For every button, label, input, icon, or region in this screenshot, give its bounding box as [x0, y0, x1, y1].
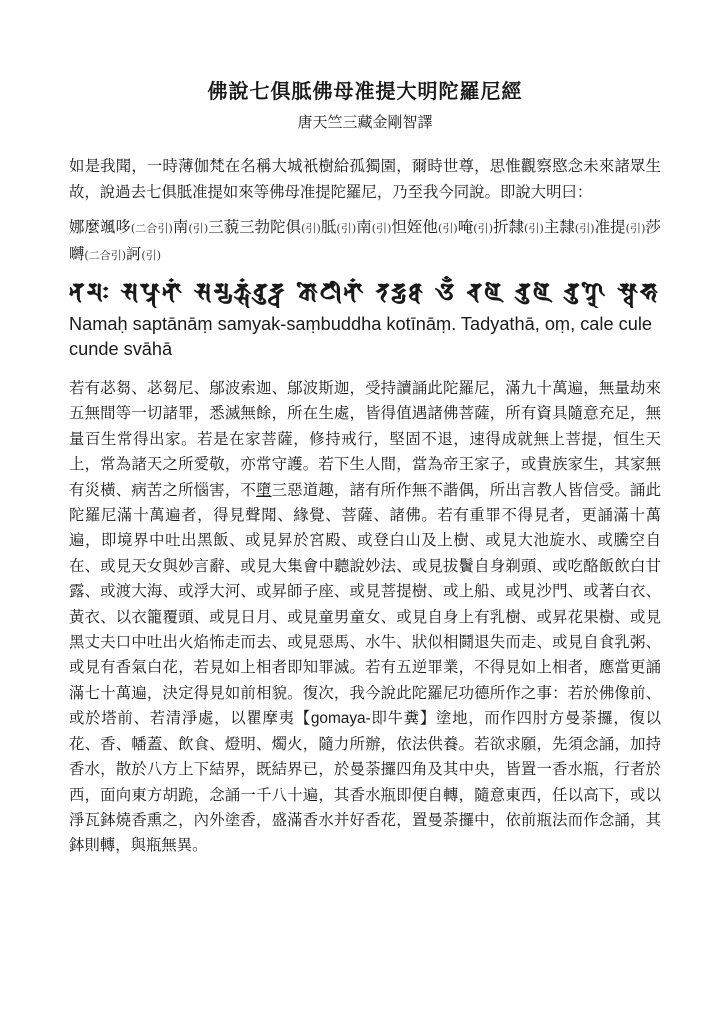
- intro-paragraph: 如是我聞，一時薄伽梵在名稱大城衹樹給孤獨園，爾時世尊，思惟觀察愍念未來諸眾生故，說過去七俱胝准提如來等佛母准提陀羅尼，乃至我今同說。即說大明曰：: [69, 157, 661, 201]
- mantra-pronunciation-note: (引): [188, 222, 209, 235]
- body-text-part1: 若有苾芻、苾芻尼、鄔波索迦、鄔波斯迦，受持讀誦此陀羅尼，滿九十萬遍，無量劫來五無間等一切諸罪，悉滅無餘，所在生處，皆得值遇諸佛菩薩，所有資具隨意充足，無量百生常得出家。若是在家菩薩，修持戒行，堅固不退，速得成就無上菩提，恒生天上，常為諸天之所愛敬，亦常守護。若下生人間，當為帝王家子，或貴族家生，其家無有災橫、病苦之所惱害，不: [69, 379, 661, 499]
- body-paragraph: [69, 376, 661, 859]
- mantra-syllables: 訶: [126, 244, 142, 263]
- mantra-pronunciation-note: (二合引): [84, 248, 126, 262]
- mantra-pronunciation-note: (引): [473, 222, 494, 235]
- mantra-pronunciation-note: (引): [371, 222, 392, 235]
- underlined-character: 墮: [256, 480, 272, 499]
- mantra-syllables: 主隸: [543, 218, 575, 236]
- mantra-pronunciation-note: (引): [301, 222, 321, 235]
- mantra-pronunciation-note: (引): [524, 222, 544, 235]
- mantra-pronunciation-note: (引): [437, 222, 458, 235]
- mantra-chinese: [69, 215, 661, 268]
- mantra-syllables: 怛姪他: [391, 218, 438, 236]
- mantra-pronunciation-note: (引): [625, 222, 646, 235]
- mantra-syllables: 南: [356, 218, 372, 236]
- mantra-syllables: 准提: [594, 218, 626, 236]
- mantra-syllables: 南: [172, 218, 189, 236]
- mantra-siddham-script: 𑖡𑖦𑖾 𑖭𑖢𑖿𑖝𑖯𑖡𑖯𑖽 𑖭𑖦𑖿𑖧𑖎𑖿𑖭𑖽𑖤𑖲𑖟𑖿𑖠 𑖎𑖺𑖘𑖱𑖡𑖯𑖽 𑖝𑖟𑖿𑖧𑖞𑖯 𑖌𑖼 𑖓𑖩𑖸 𑖓𑖲𑖩𑖸 𑖓𑖲𑖜𑖿𑖚𑖸 𑖭𑖿𑖪𑖯𑖮𑖯: [69, 278, 660, 306]
- translator-line: 唐天竺三藏金剛智譯: [297, 113, 433, 131]
- mantra-syllables: 胝: [320, 218, 337, 236]
- mantra-syllables: 莎嚩: [69, 218, 661, 263]
- mantra-syllables: 三藐三勃陀俱: [208, 218, 302, 236]
- mantra-syllables: 娜麼颯哆: [69, 218, 131, 236]
- mantra-pronunciation-note: (引): [141, 248, 161, 262]
- sutra-title: 佛說七俱胝佛母准提大明陀羅尼經: [207, 79, 523, 103]
- mantra-syllables: 唵: [457, 218, 474, 236]
- mantra-pronunciation-note: (二合引): [130, 222, 173, 235]
- gomaya-gloss: 【gomaya-即牛糞】: [294, 710, 436, 728]
- body-text-part2: 三惡道趣，諸有所作無不諧偶，所出言教人皆信受。誦此陀羅尼滿十萬遍者，得見聲聞、緣覺、菩薩、諸佛。若有重罪不得見者，更誦滿十萬遍，即境界中吐出黑飯、或見昇於宮殿、或登白山及上樹、或見大池旋水、或騰空自在、或見天女與妙言辭、或見大集會中聽說妙法、或見拔鬢自身剃頭、或吃酪飯飲白甘露、或渡大海、或浮大河、或昇師子座、或見菩提樹、或上船、或見沙門、或著白衣、黃衣、以衣籠覆頭、或見日月、或見童男童女、或見自身上有乳樹、或昇花果樹、或見黑丈夫口中吐出火焰怖走而去、或見惡馬、水牛、狀似相鬪退失而走、或見自食乳粥、或見有香氣白花，若見如上相者即知罪滅。若有五逆罪業，不得見如上相者，應當更誦滿七十萬遍，決定得見如前相貌。復次，我今說此陀羅尼功德所作之事：若於佛像前、或於塔前、若清淨處，以瞿摩夷: [69, 480, 661, 728]
- mantra-pronunciation-note: (引): [336, 222, 357, 235]
- mantra-pronunciation-note: (引): [574, 222, 595, 235]
- mantra-syllables: 折隸: [493, 218, 525, 236]
- body-text-part3: 塗地，而作四肘方曼荼攞，復以花、香、幡蓋、飲食、燈明、燭火，隨力所辦，依法供養。若欲求願，先須念誦，加持香水，散於八方上下結界，既結界已，於曼荼攞四角及其中央，皆置一香水瓶，行者於西，面向東方胡跪，念誦一千八十遍，其香水瓶即便自轉，隨意東西，任以高下，或以淨瓦鉢燒香熏之，內外塗香，盛滿香水并好香花，置曼荼攞中，依前瓶法而作念誦，其鉢則轉，與瓶無異。: [69, 709, 661, 855]
- mantra-transliteration: Namaḥ saptānāṃ samyak-saṃbuddha kotīnāṃ. Tadyathā, oṃ, cale cule cunde svāhā: [69, 314, 652, 359]
